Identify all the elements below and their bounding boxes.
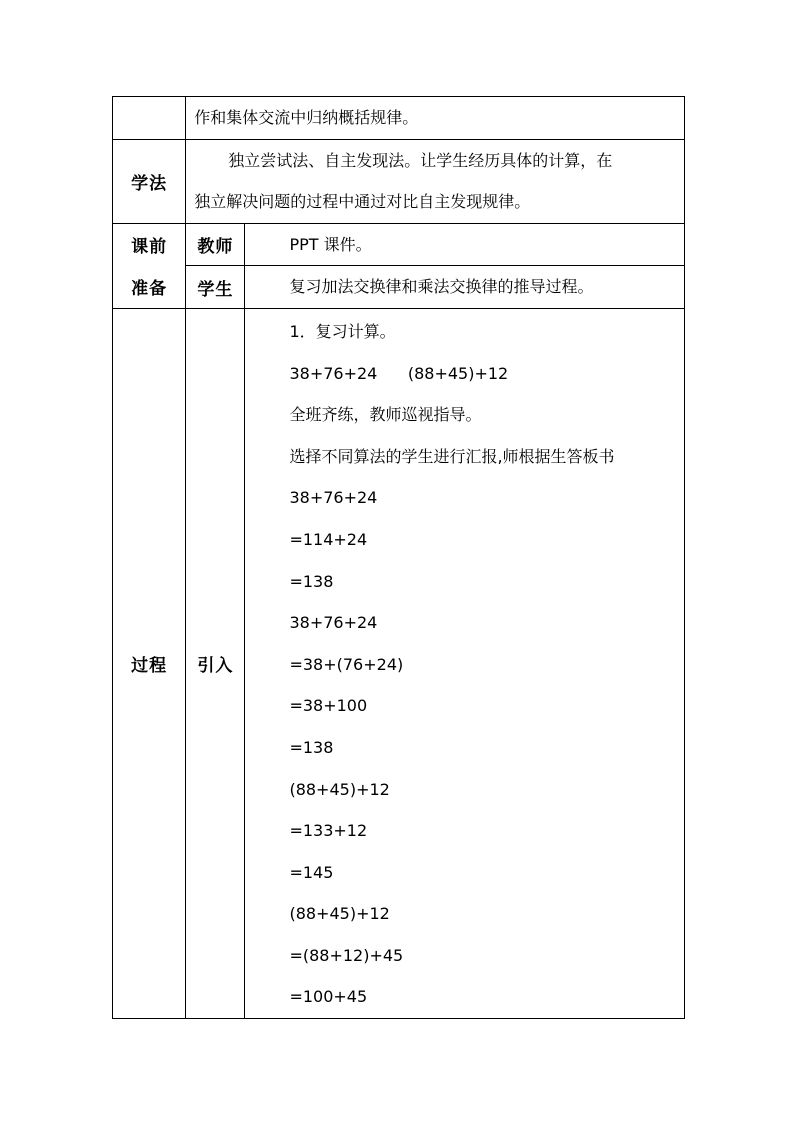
intro-label: 引入: [186, 308, 245, 1018]
process-line: 38+76+24: [289, 613, 378, 633]
process-line: 选择不同算法的学生进行汇报,师根据生答板书: [289, 446, 615, 466]
teacher-prep-text: PPT 课件。: [289, 234, 372, 254]
prep-teacher-row: [113, 223, 685, 266]
process-line: =138: [289, 737, 334, 757]
process-line: (88+45)+12: [289, 779, 390, 799]
method-continuation-text: 作和集体交流中归纳概括规律。: [194, 108, 419, 127]
process-row: [113, 308, 685, 1018]
method-continuation-row: [113, 97, 685, 140]
prep-student-row: [113, 266, 685, 309]
learning-method-line-1: 独立尝试法、自主发现法。让学生经历具体的计算，在: [228, 150, 613, 170]
process-line: 1．复习计算。: [289, 321, 396, 341]
process-line: =100+45: [289, 987, 368, 1007]
process-line: =38+(76+24): [289, 654, 404, 674]
lesson-plan-table: [112, 96, 685, 1019]
prep-label-bottom: 准备: [113, 266, 186, 309]
student-prep-cell: [245, 266, 685, 309]
process-content-cell: [245, 308, 685, 1018]
process-line: =114+24: [289, 529, 368, 549]
learning-method-line-2: 独立解决问题的过程中通过对比自主发现规律。: [194, 192, 531, 212]
learning-method-row: [113, 139, 685, 223]
process-line: 全班齐练，教师巡视指导。: [289, 405, 482, 425]
learning-method-cell: [186, 139, 685, 223]
student-prep-text: 复习加法交换律和乘法交换律的推导过程。: [289, 277, 594, 297]
student-label: 学生: [186, 266, 245, 309]
process-lines: [289, 309, 684, 1018]
process-line: (88+45)+12: [289, 904, 390, 924]
learning-method-label: 学法: [113, 139, 186, 223]
process-line: =145: [289, 862, 334, 882]
process-line: =38+100: [289, 696, 368, 716]
method-continuation-cell: [186, 97, 685, 140]
empty-label-cell: [113, 97, 186, 140]
process-line: =(88+12)+45: [289, 945, 404, 965]
teacher-prep-cell: [245, 223, 685, 266]
process-label: 过程: [113, 308, 186, 1018]
prep-label-top: 课前: [113, 223, 186, 266]
teacher-label: 教师: [186, 223, 245, 266]
process-line: =138: [289, 571, 334, 591]
process-line: 38+76+24 (88+45)+12: [289, 363, 509, 383]
process-line: =133+12: [289, 821, 368, 841]
process-line: 38+76+24: [289, 488, 378, 508]
